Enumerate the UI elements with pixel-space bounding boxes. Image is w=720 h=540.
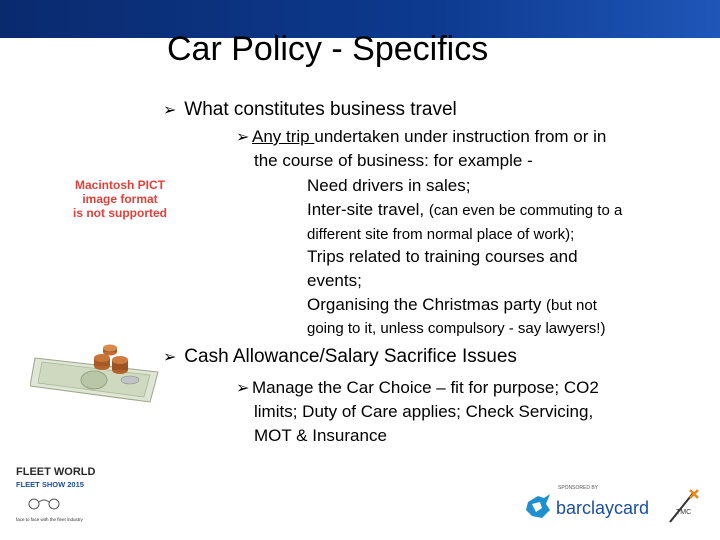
sub-bullet-text: Manage the Car Choice – fit for purpose; CO2 [252, 378, 599, 397]
bullet-cash-allowance [163, 346, 517, 368]
list-item-intersite [307, 200, 622, 220]
money-image [30, 340, 170, 410]
bullet-business-travel [163, 99, 457, 121]
tmc-text: TMC [676, 509, 692, 516]
fleet-world-text: FLEET WORLD [16, 466, 96, 478]
placeholder-line: is not supported [73, 206, 167, 220]
list-item-christmas [307, 295, 597, 315]
sub-bullet-any-trip [236, 127, 606, 147]
arrow-bullet-icon: ➢ [236, 129, 250, 146]
arrow-bullet-icon: ➢ [236, 380, 250, 397]
item-note: (but not [546, 297, 597, 314]
tmc-logo-icon [670, 490, 698, 522]
list-item-note-line: going to it, unless compulsory - say lawyers!) [307, 320, 606, 337]
list-item-drivers: Need drivers in sales; [307, 176, 471, 195]
fleet-tagline: face to face with the fleet industry [16, 517, 83, 522]
placeholder-line: Macintosh PICT [74, 178, 165, 192]
list-item-note-line: different site from normal place of work); [307, 226, 575, 243]
sub-bullet-manage-car [236, 378, 599, 398]
barclaycard-eagle-icon [526, 494, 550, 518]
barclaycard-text: barclaycard [556, 498, 650, 518]
arrow-bullet-icon: ➢ [163, 102, 177, 119]
item-note: (can even be commuting to a [428, 202, 623, 219]
fleet-show-text: FLEET SHOW 2015 [16, 480, 84, 489]
sponsored-by-text: SPONSORED BY [558, 485, 599, 491]
sponsor-logos [522, 480, 712, 530]
sub-bullet-line: limits; Duty of Care applies; Check Servicing, [254, 402, 594, 421]
bullet-text: Cash Allowance/Salary Sacrifice Issues [184, 346, 517, 367]
item-text: Inter-site travel, [307, 200, 429, 219]
arrow-bullet-icon: ➢ [163, 349, 177, 366]
list-item-trips-cont: events; [307, 271, 362, 290]
fleet-show-logo [16, 462, 106, 527]
placeholder-line: image format [82, 192, 158, 206]
sub-bullet-line: MOT & Insurance [254, 426, 387, 445]
sub-bullet-line: the course of business: for example - [254, 151, 533, 170]
list-item-trips: Trips related to training courses and [307, 247, 578, 266]
bullet-text: What constitutes business travel [184, 99, 457, 120]
sub-bullet-text: undertaken under instruction from or in [314, 127, 607, 146]
slide-title: Car Policy - Specifics [167, 30, 489, 68]
unsupported-image-placeholder [70, 178, 170, 220]
item-text: Organising the Christmas party [307, 295, 547, 314]
underlined-text: Any trip [252, 127, 315, 146]
